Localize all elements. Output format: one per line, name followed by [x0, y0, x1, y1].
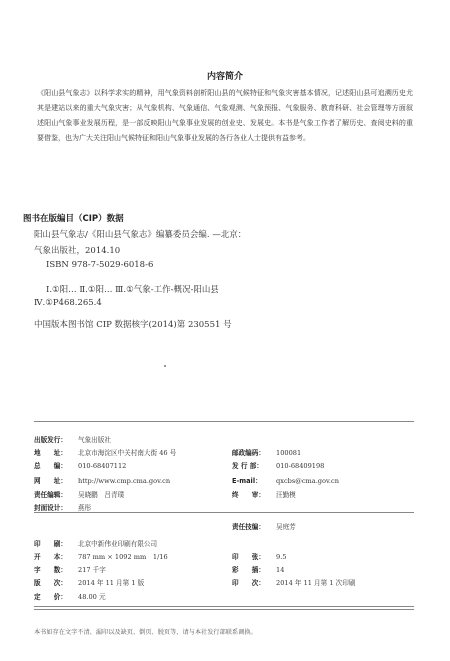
format-label: 开 本： — [34, 553, 67, 561]
address-row — [34, 447, 176, 457]
sheets-value: 9.5 — [276, 553, 287, 561]
chief-editor-phone: 010-68407112 — [78, 462, 127, 470]
email-link[interactable]: qxcbs@cma.gov.cn — [276, 477, 339, 485]
responsible-editor-row — [34, 489, 124, 499]
postcode-label: 邮政编码： — [232, 449, 265, 457]
intro-body: 《阳山县气象志》以科学求实的精神，用气象资料剖析阳山县的气候特征和气象灾害基本情况，记述阳山县可追溯历史尤其是建站以来的重大气象灾害；从气象机构、气象通信、气象观测、气象预报、气象服务、教育科研、社会管理等方面叙述阳山气象事业发展历程，是一部反映阳山气象事业发展的创业史、发展史。本书是气象工作者了解历史、查阅史料的重要借鉴，也为广大关注阳山气候特征和阳山气象事业发展的各行各业人士提供有益参考。 — [37, 89, 413, 142]
cip-isbn: ISBN 978-7-5029-6018-6 — [46, 260, 154, 270]
email-row — [232, 475, 339, 485]
speck — [164, 365, 166, 367]
printing-label: 印 次： — [232, 579, 265, 587]
price-row — [34, 591, 106, 601]
price-value: 48.00 元 — [78, 593, 106, 601]
word-count-label: 字 数： — [34, 566, 67, 574]
cover-design-label: 封面设计： — [34, 504, 67, 512]
divider-bottom-double — [34, 609, 414, 610]
publisher-label: 出版发行： — [34, 436, 67, 444]
distribution-phone: 010-68409198 — [276, 462, 325, 470]
price-label: 定 价： — [34, 593, 67, 601]
color-plates-row — [232, 564, 284, 574]
postcode-row — [232, 447, 301, 457]
printer-value: 北京中新伟业印刷有限公司 — [78, 540, 158, 548]
website-label: 网 址： — [34, 477, 67, 485]
cover-design-value: 燕彤 — [78, 504, 92, 512]
cip-line-1: 阳山县气象志/《阳山县气象志》编纂委员会编. —北京： — [34, 230, 247, 240]
publisher-value: 气象出版社 — [78, 436, 111, 444]
printer-label: 印 刷： — [34, 540, 67, 548]
website-link[interactable]: http://www.cmp.cma.gov.cn — [78, 477, 171, 485]
chief-editor-label: 总 编： — [34, 462, 67, 470]
website-row — [34, 475, 170, 485]
tech-editor-value: 吴庭芳 — [276, 523, 296, 531]
address-value: 北京市海淀区中关村南大街 46 号 — [78, 449, 177, 457]
edition-row — [34, 577, 144, 587]
edition-label: 版 次： — [34, 579, 67, 587]
responsible-editor-label: 责任编辑： — [34, 491, 67, 499]
cip-line-2: 气象出版社，2014.10 — [34, 246, 121, 256]
cip-clc-number: Ⅳ.①P468.265.4 — [34, 298, 102, 308]
tech-editor-label: 责任技编： — [232, 523, 265, 531]
cip-record-number: 中国版本图书馆 CIP 数据核字(2014)第 230551 号 — [34, 320, 232, 330]
printing-row — [232, 577, 355, 587]
responsible-editor-value: 吴晓鹏 吕青璞 — [78, 491, 125, 499]
tech-editor-row — [232, 521, 296, 531]
divider-bottom — [34, 606, 414, 607]
cip-classification: Ⅰ.①阳… Ⅱ.①阳… Ⅲ.①气象-工作-概况-阳山县 — [46, 285, 219, 295]
format-row — [34, 551, 168, 561]
format-value: 787 mm × 1092 mm 1/16 — [78, 553, 168, 561]
publisher-row — [34, 434, 111, 444]
sheets-label: 印 张： — [232, 553, 265, 561]
color-plates-label: 彩 插： — [232, 566, 265, 574]
printer-row — [34, 538, 157, 548]
distribution-row — [232, 460, 324, 470]
edition-value: 2014 年 11 月第 1 版 — [78, 579, 145, 587]
chief-editor-phone-row — [34, 460, 126, 470]
intro-title: 内容简介 — [206, 72, 243, 82]
sheets-row — [232, 551, 287, 561]
divider-middle — [34, 512, 414, 513]
cover-design-row — [34, 502, 91, 512]
address-label: 地 址： — [34, 449, 67, 457]
postcode-value: 100081 — [276, 449, 302, 457]
cip-heading: 图书在版编目（CIP）数据 — [23, 214, 124, 224]
word-count-row — [34, 564, 106, 574]
color-plates-value: 14 — [276, 566, 285, 574]
footer-notice: 本书如存在文字不清、漏印以及缺页、倒页、脱页等，请与本社发行部联系调换。 — [34, 629, 257, 636]
email-label: E-mail： — [232, 477, 262, 485]
final-review-row — [232, 489, 296, 499]
distribution-label: 发 行 部： — [232, 462, 263, 470]
final-review-value: 汪勤模 — [276, 491, 296, 499]
printing-value: 2014 年 11 月第 1 次印刷 — [276, 579, 356, 587]
divider-top — [34, 421, 414, 422]
final-review-label: 终 审： — [232, 491, 265, 499]
word-count-value: 217 千字 — [78, 566, 106, 574]
